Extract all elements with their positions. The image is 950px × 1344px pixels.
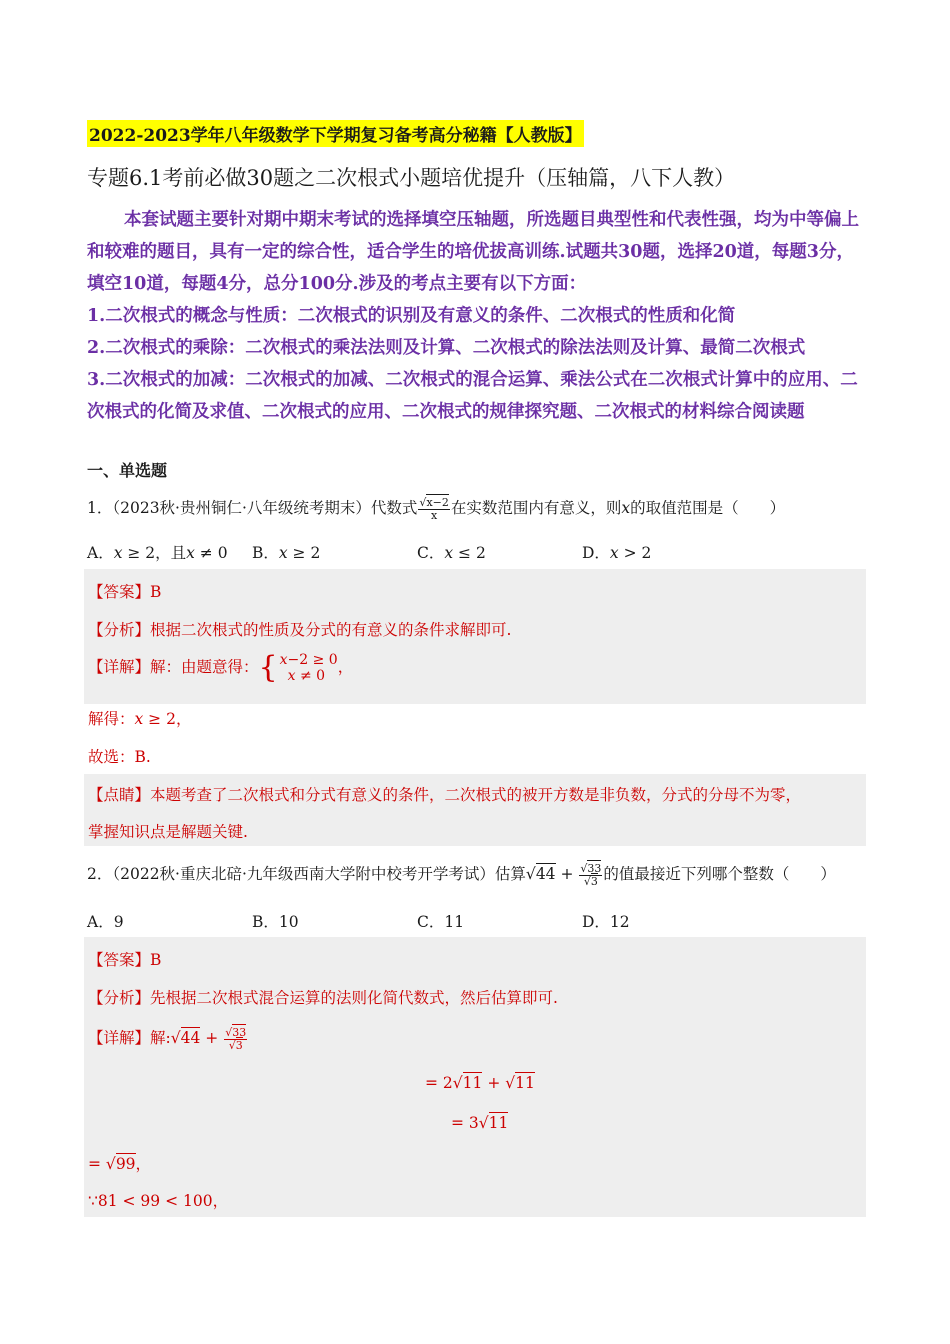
q1-answer: 【答案】B [88, 583, 162, 601]
q2-prefix: 2．（2022秋·重庆北碚·九年级西南大学附中校考开学考试）估算 [87, 865, 526, 883]
q2-answer: 【答案】B [88, 951, 162, 969]
brace-symbol: { [258, 650, 278, 685]
q2-step-2: = 3√11 [451, 1114, 509, 1132]
q1-fraction: $\frac{√x-2}{x}$ [419, 495, 449, 522]
intro-point-1: 1.二次根式的概念与性质：二次根式的识别及有意义的条件、二次根式的性质和化简 [87, 306, 736, 326]
q2-analysis: 【分析】先根据二次根式混合运算的法则化简代数式，然后估算即可. [88, 989, 558, 1007]
q2-step-3-radicand: 99 [115, 1155, 136, 1173]
q2-detail: 【详解】解:√44 + $\frac{√33}{√3}$ [88, 1025, 247, 1052]
q2-detail-prefix: 【详解】解: [88, 1029, 171, 1047]
q1-option-c: C．𝑥 ≤ 2 [417, 544, 486, 562]
q1-suffix-2: 的取值范围是（ ） [630, 499, 786, 517]
q2-step-1-radicand-2: 11 [515, 1074, 535, 1092]
q2-detail-fraction: $\frac{√33}{√3}$ [225, 1025, 247, 1052]
q1-detail [88, 652, 353, 684]
question-2: 2．（2022秋·重庆北碚·九年级西南大学附中校考开学考试）估算√44 + $\frac{√33}{√3}$ 的值最接近下列哪个整数（ ） [87, 861, 836, 888]
q2-step-3: = √99， [88, 1155, 152, 1173]
q2-step-3-comma: ， [135, 1155, 152, 1173]
question-1 [87, 496, 785, 522]
q1-solve: 解得：𝑥 ≥ 2， [88, 710, 192, 728]
q1-option-a: A．𝑥 ≥ 2，且𝑥 ≠ 0 [87, 544, 228, 562]
intro-point-3: 3.二次根式的加减：二次根式的加减、二次根式的混合运算、乘法公式在二次根式计算中的应用、二次根式的化简及求值、二次根式的应用、二次根式的规律探究题、二次根式的材料综合阅读题 [87, 370, 858, 422]
q2-option-c: C．11 [417, 913, 465, 931]
series-title: 2022-2023学年八年级数学下学期复习备考高分秘籍【人教版】 [87, 120, 584, 147]
q2-step-1-plus: + [482, 1074, 506, 1092]
section-title: 一、单选题 [87, 461, 168, 480]
q2-fraction-numerator: 33 [587, 861, 602, 875]
q1-system-line-2: 𝑥 ≠ 0 [287, 668, 326, 684]
q2-detail-denominator: 3 [235, 1038, 243, 1052]
q2-option-a: A．9 [87, 913, 124, 931]
q2-step-2-radicand: 11 [488, 1114, 509, 1132]
q2-step-2-coef: = 3 [451, 1114, 479, 1132]
q1-comment-line-2: 掌握知识点是解题关键. [88, 823, 248, 841]
q2-step-1-radicand: 11 [462, 1074, 483, 1092]
q1-analysis: 【分析】根据二次根式的性质及分式的有意义的条件求解即可. [88, 621, 512, 639]
q1-fraction-denominator: x [431, 508, 438, 522]
q1-system-line-1: 𝑥−2 ≥ 0 [279, 652, 338, 668]
intro-section [87, 204, 867, 428]
q1-detail-suffix: ， [337, 658, 354, 676]
q2-suffix: 的值最接近下列哪个整数（ ） [603, 865, 836, 883]
q1-detail-prefix: 【详解】解：由题意得： [88, 658, 259, 676]
q2-option-b: B．10 [252, 913, 299, 931]
q2-sqrt-44: 44 [535, 865, 556, 883]
q1-suffix: 在实数范围内有意义，则 [450, 499, 622, 517]
q2-step-1: = 2√11 + √11 [425, 1074, 535, 1092]
q2-fraction: $\frac{√33}{√3}$ [580, 861, 602, 888]
intro-paragraph: 本套试题主要针对期中期末考试的选择填空压轴题，所选题目典型性和代表性强，均为中等偏上和较难的题目，具有一定的综合性，适合学生的培优拔高训练.试题共30题，选择20道，每题3分，填空10道，每题4分，总分100分.涉及的考点主要有以下方面： [87, 210, 859, 294]
q2-step-4: ∵81 < 99 < 100， [88, 1192, 229, 1210]
q1-option-b: B．𝑥 ≥ 2 [252, 544, 321, 562]
q2-option-d: D．12 [582, 913, 630, 931]
q2-detail-numerator: 33 [232, 1025, 247, 1039]
q1-fraction-numerator: x−2 [426, 495, 449, 509]
q1-comment-line-1: 【点睛】本题考查了二次根式和分式有意义的条件，二次根式的被开方数是非负数，分式的分母不为零， [88, 786, 802, 804]
q1-choose: 故选：B. [88, 748, 151, 766]
q2-step-1-coef: = 2 [425, 1074, 453, 1092]
q2-step-3-eq: = [88, 1155, 106, 1173]
intro-point-2: 2.二次根式的乘除：二次根式的乘法法则及计算、二次根式的除法法则及计算、最简二次根式 [87, 338, 806, 358]
q1-prefix: 1．（2023秋·贵州铜仁·八年级统考期末）代数式 [87, 499, 418, 517]
q1-system [280, 652, 338, 684]
q2-detail-sqrt-44: 44 [180, 1029, 201, 1047]
q2-fraction-denominator: 3 [590, 874, 598, 888]
q1-option-d: D．𝑥 > 2 [582, 544, 652, 562]
q1-variable: x [621, 499, 631, 517]
document-title: 专题6.1考前必做30题之二次根式小题培优提升（压轴篇，八下人教） [87, 166, 736, 190]
